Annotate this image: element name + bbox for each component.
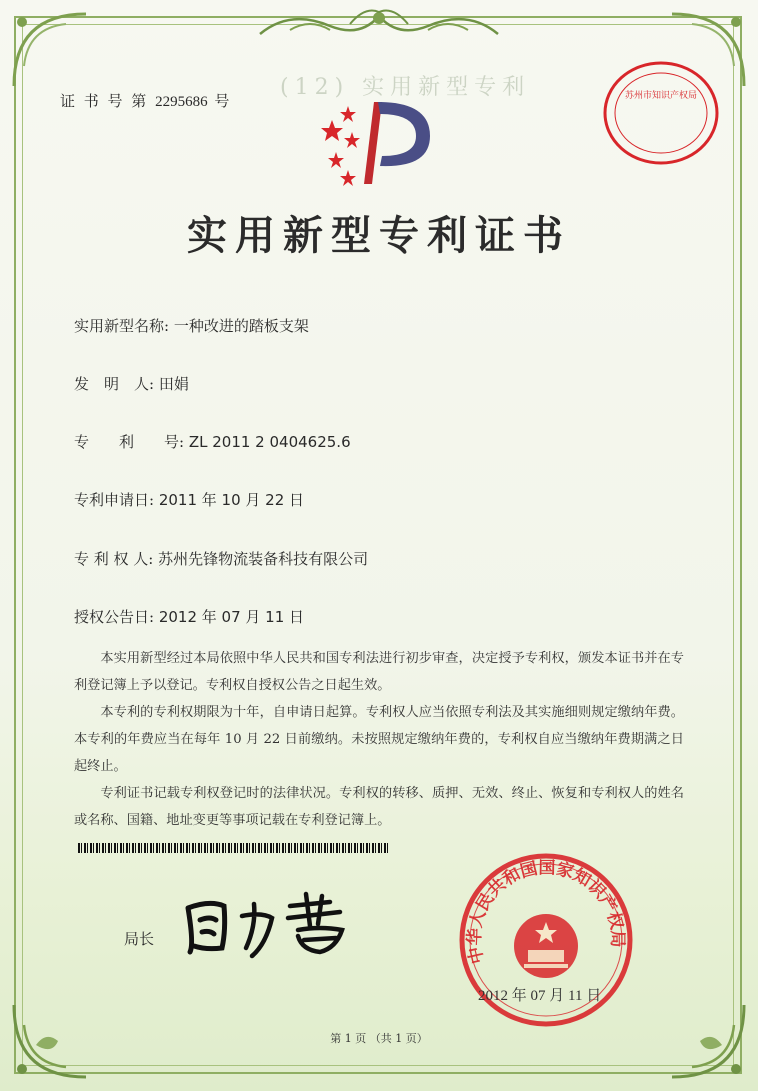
small-seal-text: 苏州市知识产权局: [624, 91, 698, 101]
paragraph: 本实用新型经过本局依照中华人民共和国专利法进行初步审查，决定授予专利权，颁发本证书并在专利登记簿上予以登记。专利权自授权公告之日起生效。: [74, 651, 684, 693]
director-signature: [180, 886, 370, 966]
barcode: [78, 843, 390, 853]
field-label: 授权公告日:: [74, 608, 155, 626]
page-number: 第 1 页 （共 1 页）: [330, 1032, 428, 1045]
seal-text: 中华人民共和国国家知识产权局: [464, 858, 628, 966]
field-value: 田娟: [158, 375, 189, 393]
field-value: 苏州先锋物流装备科技有限公司: [158, 550, 369, 568]
certificate-number-value: 2295686: [155, 94, 208, 110]
field-patent-number: [74, 431, 351, 452]
body-text: [74, 645, 684, 834]
field-value: 2012 年 07 月 11 日: [158, 608, 305, 626]
field-inventor: [74, 373, 189, 394]
field-patentee: [74, 548, 368, 569]
certificate-number-label: 证 书 号 第: [60, 92, 149, 110]
small-seal: [600, 58, 722, 168]
paragraph: 本专利的专利权期限为十年，自申请日起算。专利权人应当依照专利法及其实施细则规定缴纳年费。本专利的年费应当在每年 10 月 22 日前缴纳。未按照规定缴纳年费的，专利权自应当缴纳年费期满之日起终止。: [74, 705, 684, 774]
field-label: 专 利 权 人:: [74, 550, 154, 568]
field-value: 一种改进的踏板支架: [173, 317, 309, 335]
top-ornament: [250, 4, 508, 44]
field-label: 专 利 号:: [74, 433, 185, 451]
field-label: 专利申请日:: [74, 491, 155, 509]
field-value: ZL 2011 2 0404625.6: [188, 433, 351, 451]
field-grant-date: [74, 606, 304, 627]
watermark-text: (12) 实用新型专利: [280, 75, 531, 100]
corner-ornament-top-left: [6, 6, 96, 96]
field-label: 实用新型名称:: [74, 317, 170, 335]
field-utility-model-name: [74, 315, 309, 336]
patent-office-logo: [312, 92, 442, 192]
field-value: 2011 年 10 月 22 日: [158, 491, 305, 509]
paragraph: 专利证书记载专利权登记时的法律状况。专利权的转移、质押、无效、终止、恢复和专利权人的姓名或名称、国籍、地址变更等事项记载在专利登记簿上。: [74, 786, 684, 828]
director-label: 局长: [124, 930, 155, 948]
field-label: 发 明 人:: [74, 375, 155, 393]
certificate-number-suffix: 号: [214, 92, 232, 110]
field-application-date: [74, 489, 304, 510]
certificate-number: [60, 90, 231, 111]
page-title: 实用新型专利证书: [187, 213, 571, 259]
seal-date: 2012 年 07 月 11 日: [478, 988, 602, 1004]
